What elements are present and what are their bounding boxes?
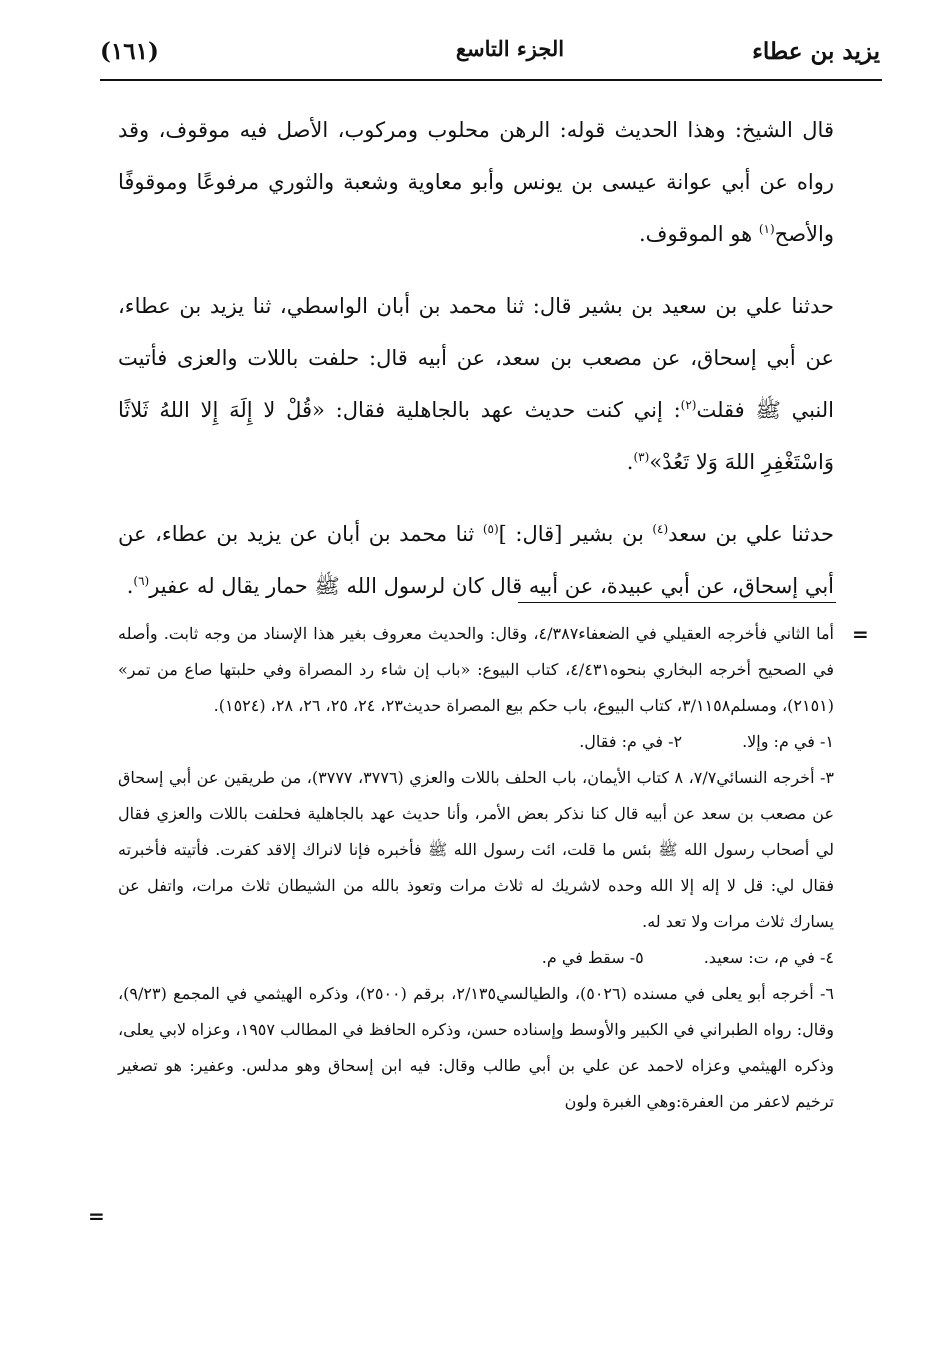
footnote-4: ٤- في م، ت: سعيد. [703, 948, 834, 967]
continuation-mark-top: = [852, 622, 869, 646]
footnote-row-4-5 [118, 940, 834, 976]
volume-title: الجزء التاسع [455, 36, 565, 61]
page-header [100, 34, 880, 74]
paragraph-tail: ثنا محمد بن أبان عن يزيد بن عطاء، عن أبي إسحاق، عن أبي عبيدة، عن أبيه قال كان لرسول الله ﷺ حمار يقال له عفير [118, 522, 834, 598]
footnote-row-1-2 [118, 724, 834, 760]
page-number: (١٦١) [100, 38, 159, 65]
footnote-continuation: أما الثاني فأخرجه العقيلي في الضعفاء٤/٣٨٧، وقال: والحديث معروف بغير هذا الإسناد من وجه ثابت. وأصله في الصحيح أخرجه البخاري بنحوه٤/٤٣١، كتاب البيوع: «باب إن شاء رد المصراة وفي حلبتها صاع من تمر» (٢١٥١)، ومسلم٣/١١٥٨، كتاب البيوع، باب حكم بيع المصراة حديث٢٣، ٢٤، ٢٥، ٢٦، ٢٨، (١٥٢٤). [118, 624, 835, 715]
chapter-title: يزيد بن عطاء [752, 38, 880, 65]
footnote-3: ٣- أخرجه النسائي٧/٧، ٨ كتاب الأيمان، باب الحلف باللات والعزي (٣٧٧٦، ٣٧٧٧)، من طريقين عن أبي إسحاق عن مصعب بن سعد عن أبيه قال كنا نذكر بعض الأمر، وأنا حديث عهد بالجاهلية فحلفت باللات والعزي فقال لي أصحاب رسول الله ﷺ بئس ما قلت، ائت رسول الله ﷺ فأخبره فإنا لانراك إلاقد كفرت. فأتيته فأخبرته فقال لي: قل لا إله إلا الله وحده لاشريك له ثلاث مرات وتعوذ بالله من الشيطان ثلاث مرات، واتفل عن يسارك ثلاث مرات ولا تعد له. [118, 768, 835, 931]
header-rule [100, 79, 882, 81]
footnote-2: ٢- في م: فقال. [579, 732, 683, 751]
footnote-separator [518, 602, 836, 603]
footnote-marker: (٦) [133, 574, 150, 588]
paragraph-tail: . [126, 574, 134, 598]
paragraph-tail: بن بشير [قال: ] [498, 522, 653, 546]
paragraph-text: قال الشيخ: وهذا الحديث قوله: الرهن محلوب ومركوب، الأصل فيه موقوف، وقد رواه عن أبي عوانة عيسى بن يونس وأبو معاوية وشعبة والثوري مرفوعًا وموقوفًا والأصح [118, 118, 834, 246]
footnote-marker: (٣) [633, 450, 650, 464]
paragraph-3 [118, 508, 834, 612]
footnote-marker: (١) [758, 222, 775, 236]
paragraph-text: حدثنا علي بن سعيد بن بشير قال: ثنا محمد بن أبان الواسطي، ثنا يزيد بن عطاء، عن أبي إسحاق، عن مصعب بن سعد، عن أبيه قال: حلفت باللات والعزى فأتيت النبي ﷺ فقلت [118, 294, 834, 422]
footnote-marker: (٥) [482, 522, 499, 536]
footnote-marker: (٢) [680, 398, 697, 412]
paragraph-text: حدثنا علي بن سعد [668, 522, 834, 546]
footnotes [118, 616, 834, 1120]
footnote-6: ٦- أخرجه أبو يعلى في مسنده (٥٠٢٦)، والطيالسي٢/١٣٥، برقم (٢٥٠٠)، وذكره الهيثمي في المجمع (٩/٢٣)، وقال: رواه الطبراني في الكبير والأوسط وإسناده حسن، وذكره الحافظ في المطالب ١٩٥٧، وعزاه لابي يعلى، وذكره الهيثمي وعزاه لاحمد عن علي بن أبي طالب وقال: فيه ابن إسحاق وهو مدلس. وعفير: هو تصغير ترخيم لاعفر من العفرة:وهي الغبرة ولون [118, 984, 835, 1111]
main-text [118, 104, 834, 632]
paragraph-1 [118, 104, 834, 260]
paragraph-2 [118, 280, 834, 488]
continuation-mark-bottom: = [88, 1204, 105, 1228]
paragraph-tail: هو الموقوف. [639, 222, 759, 246]
footnote-1: ١- في م: وإلا. [742, 732, 834, 751]
paragraph-tail: : إني كنت حديث عهد بالجاهلية فقال: «قُلْ لا إِلَهَ إِلا اللهُ ثَلاثًا وَاسْتَغْفِرِ اللهَ وَلا تَعُدْ» [118, 398, 834, 474]
footnote-5: ٥- سقط في م. [541, 948, 644, 967]
paragraph-tail: . [626, 450, 634, 474]
footnote-marker: (٤) [652, 522, 669, 536]
